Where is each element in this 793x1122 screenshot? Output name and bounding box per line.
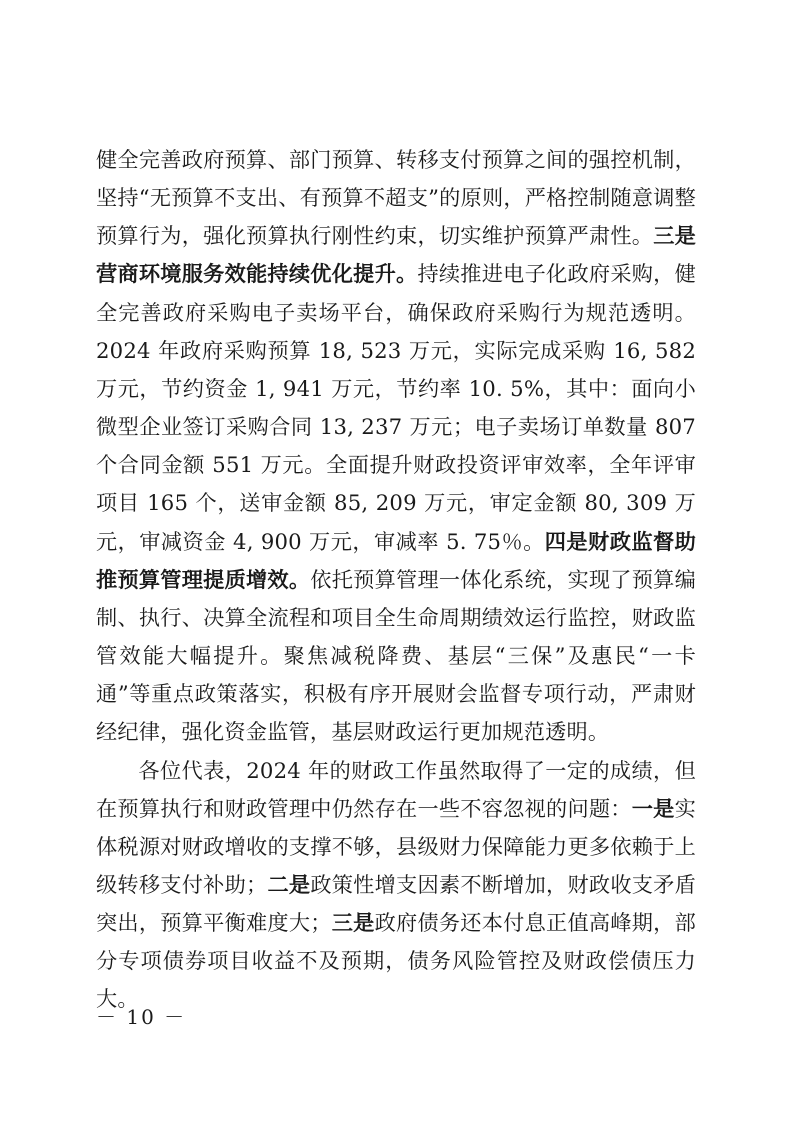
page-number: － 10 －: [96, 1005, 187, 1029]
paragraph-text: 各位代表，2024 年的财政工作虽然取得了一定的成绩，但在预算执行和财政管理中仍然存在一些不容忽视的问题：: [96, 757, 696, 821]
paragraph-text: 依托预算管理一体化系统，实现了预算编制、执行、决算全流程和项目全生命周期绩效运行监控，财政监管效能大幅提升。聚焦减税降费、基层“三保”及惠民“一卡通”等重点政策落实，积极有序开展财会监督专项行动，严肃财经纪律，强化资金监管，基层财政运行更加规范透明。: [96, 566, 696, 745]
issue-text-3: 政府债务还本付息正值高峰期，部分专项债券项目收益不及预期，债务风险管控及财政偿债压力大。: [96, 910, 696, 1012]
paragraph-text: 持续推进电子化政府采购，健全完善政府采购电子卖场平台，确保政府采购行为规范透明。2024 年政府采购预算 18, 523 万元，实际完成采购 16, 582 万元，节约资金 1, 941 万元，节约率 10. 5%，其中：面向小微型企业签订采购合同 13, 237 万元；电子卖场订单数量 807 个合同金额 551 万元。全面提升财政投资评审效率，全年评审项目 165 个，送审金额 85, 209 万元，审定金额 80, 309 万元，审减资金 4, 900 万元，审减率 5. 75％。: [96, 261, 696, 554]
paragraph-text: 健全完善政府预算、部门预算、转移支付预算之间的强控机制，坚持“无预算不支出、有预算不超支”的原则，严格控制随意调整预算行为，强化预算执行刚性约束，切实维护预算严肃性。: [96, 147, 696, 249]
body-text: [96, 141, 696, 1019]
issue-label-1: 一是: [631, 795, 675, 821]
section-heading-4: 四是财政监督助推预算管理提质增效。: [96, 528, 697, 592]
issue-label-3: 三是: [331, 910, 375, 936]
issue-text-1: 实体税源对财政增收的支撑不够，县级财力保障能力更多依赖于上级转移支付补助；: [96, 795, 696, 897]
section-heading-3: 三是营商环境服务效能持续优化提升。: [96, 223, 697, 287]
issue-label-2: 二是: [267, 871, 311, 897]
paragraph-problems: [96, 752, 696, 1019]
paragraph-budget-and-supervision: [96, 141, 696, 752]
issue-text-2: 政策性增支因素不断增加，财政收支矛盾突出，预算平衡难度大；: [96, 871, 696, 936]
